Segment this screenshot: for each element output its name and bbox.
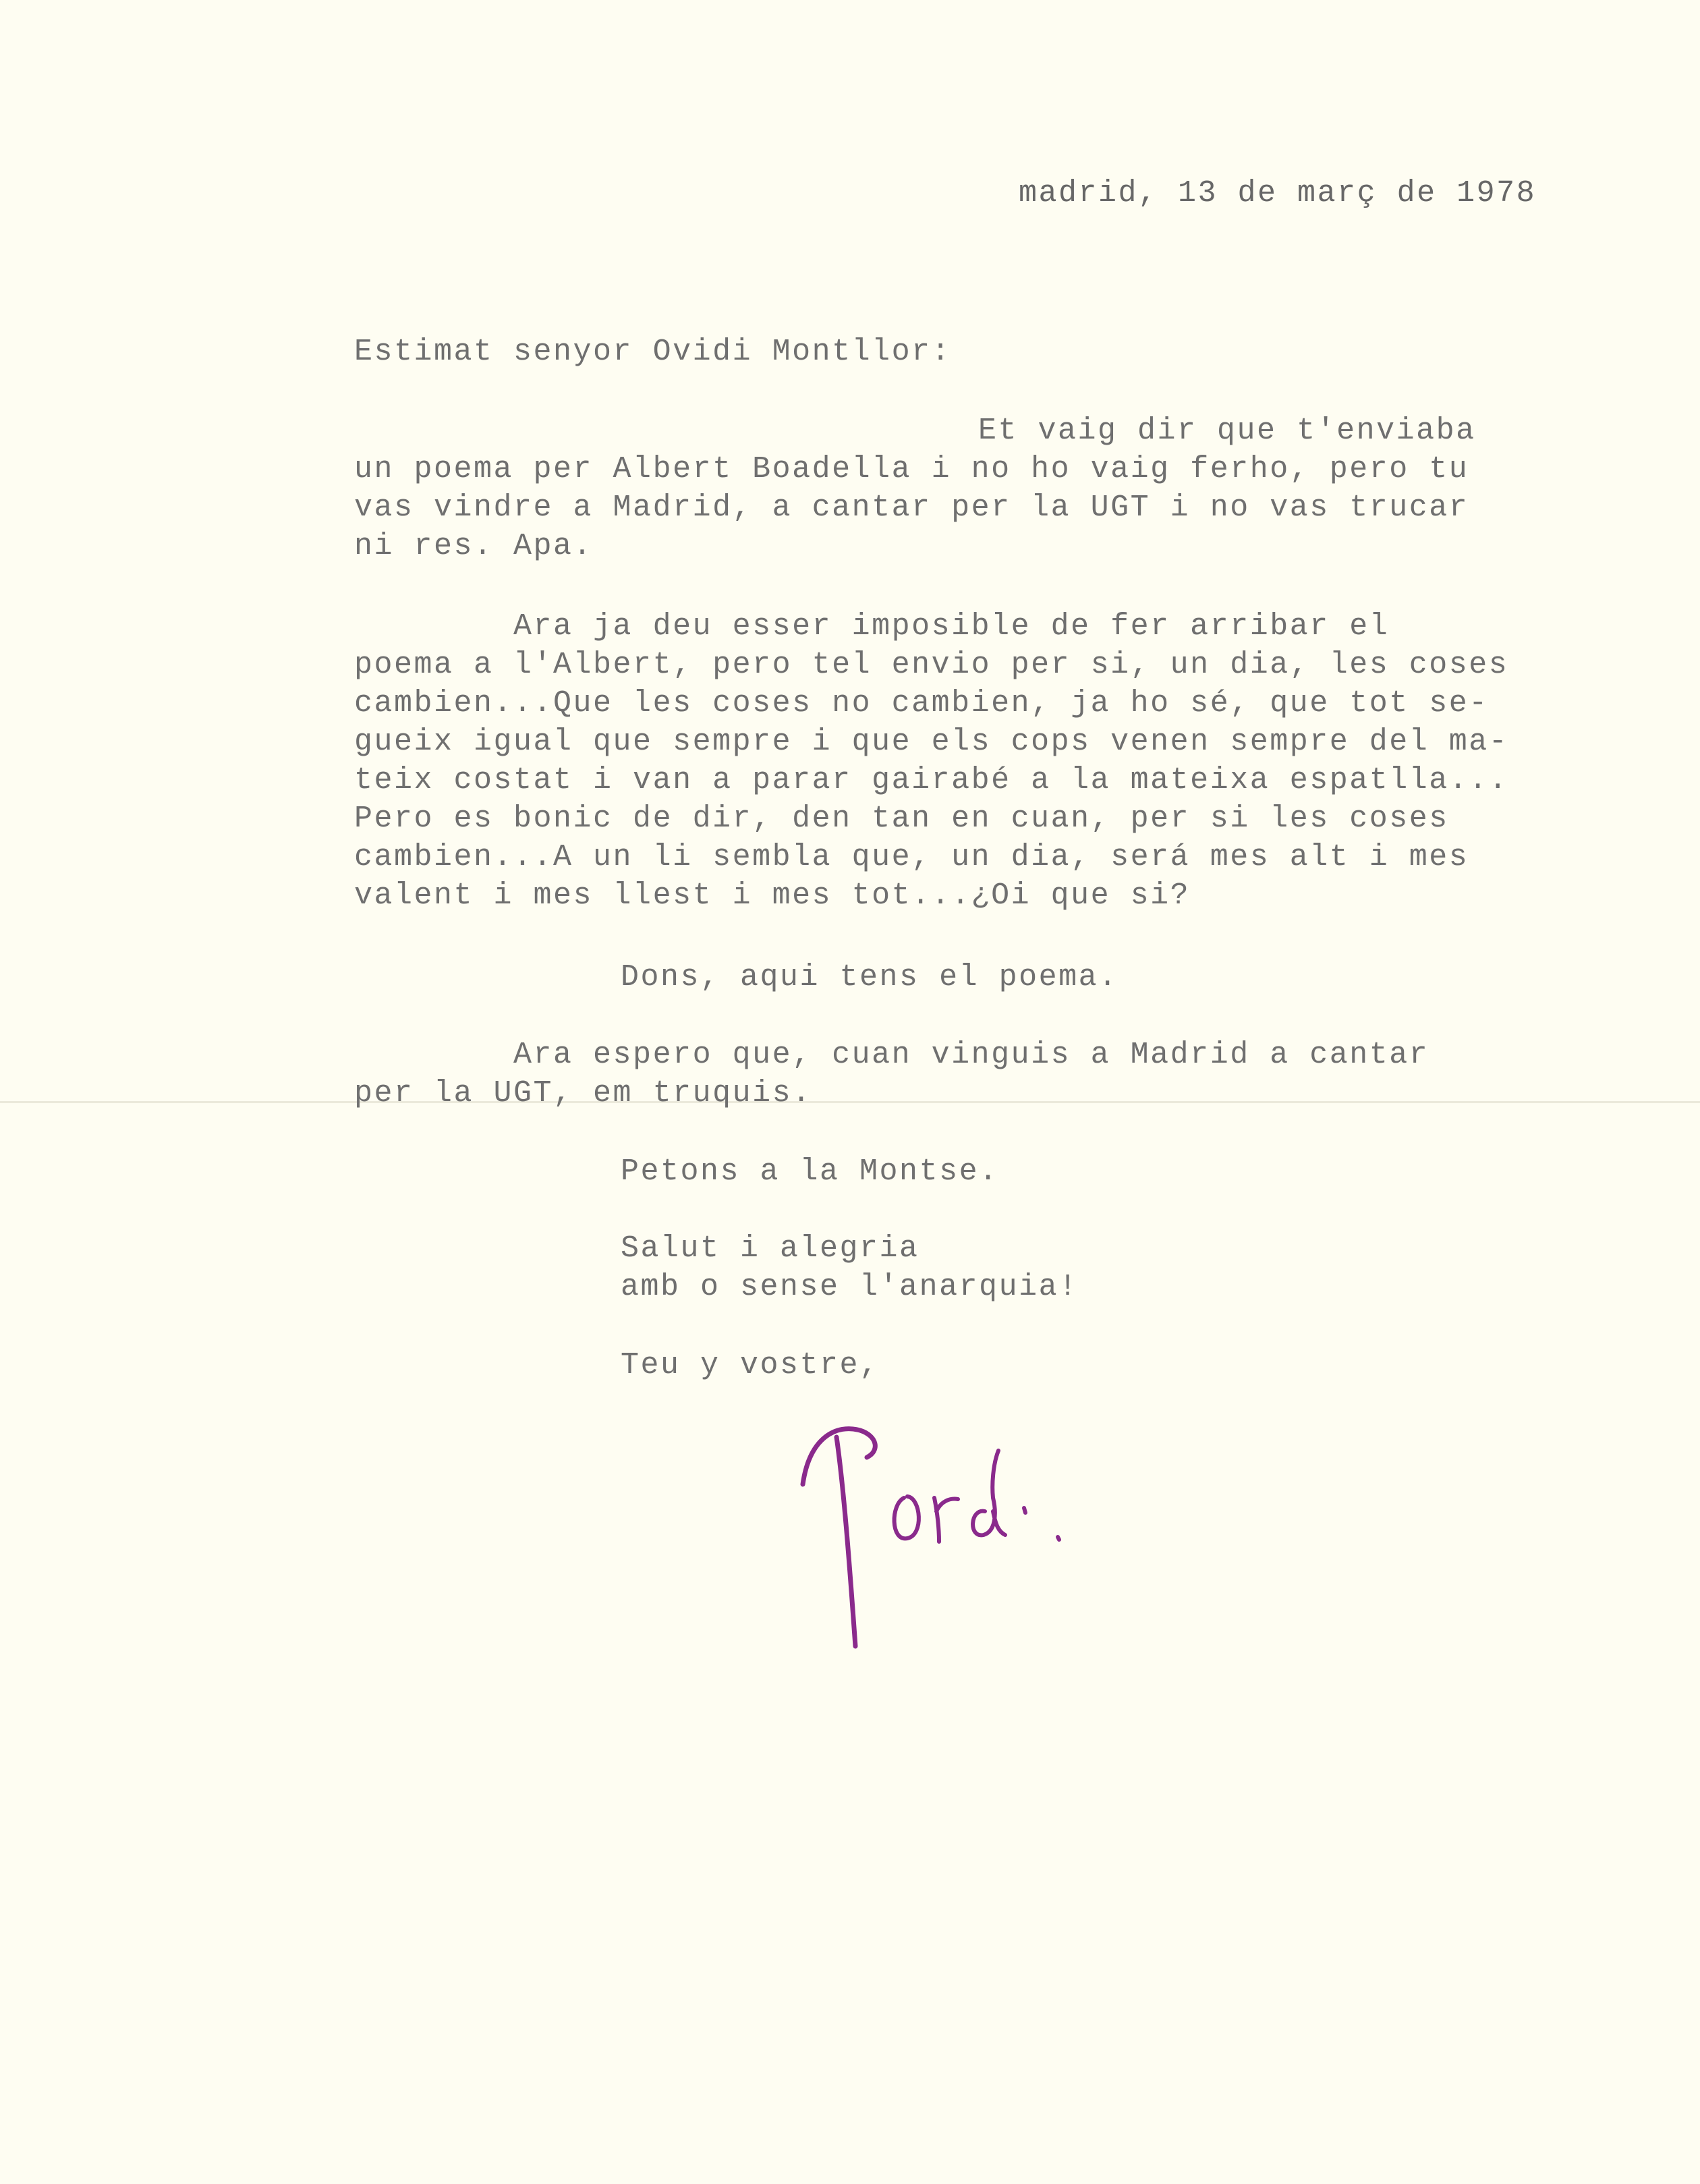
handwritten-signature: [796, 1397, 1093, 1667]
paragraph-1-first-line: Et vaig dir que t'enviaba: [978, 414, 1476, 448]
letter-greeting: Estimat senyor Ovidi Montllor:: [354, 335, 952, 369]
letter-date: madrid, 13 de març de 1978: [1019, 176, 1537, 211]
paragraph-3: Dons, aqui tens el poema.: [621, 960, 1118, 995]
paragraph-line: amb o sense l'anarquia!: [621, 1270, 1079, 1304]
paragraph-line: Ara espero que, cuan vinguis a Madrid a cantar: [354, 1038, 1429, 1072]
paragraph-6: [621, 1229, 1700, 1306]
paragraph-line: ni res. Apa.: [354, 529, 594, 563]
paragraph-line: cambien...Que les coses no cambien, ja ho sé, que tot se-: [354, 686, 1489, 721]
paragraph-5: Petons a la Montse.: [621, 1154, 999, 1189]
letter-closing: Teu y vostre,: [621, 1348, 880, 1382]
paragraph-line: un poema per Albert Boadella i no ho vaig ferho, pero tu: [354, 452, 1469, 486]
paragraph-line: gueix igual que sempre i que els cops venen sempre del ma-: [354, 725, 1509, 759]
paragraph-line: per la UGT, em truquis.: [354, 1076, 812, 1111]
paragraph-line: valent i mes llest i mes tot...¿Oi que si?: [354, 878, 1191, 913]
paragraph-2: [354, 607, 1636, 915]
paragraph-4: [354, 1036, 1636, 1113]
paragraph-line: Ara ja deu esser imposible de fer arribar el: [354, 609, 1390, 644]
paragraph-1: [354, 450, 1636, 565]
paragraph-line: cambien...A un li sembla que, un dia, será mes alt i mes: [354, 840, 1469, 874]
paragraph-line: Pero es bonic de dir, den tan en cuan, per si les coses: [354, 802, 1449, 836]
paragraph-line: teix costat i van a parar gairabé a la mateixa espatlla...: [354, 763, 1509, 797]
paragraph-line: poema a l'Albert, pero tel envio per si, un dia, les coses: [354, 648, 1509, 682]
paragraph-line: Salut i alegria: [621, 1231, 919, 1266]
paragraph-line: vas vindre a Madrid, a cantar per la UGT i no vas trucar: [354, 491, 1469, 525]
